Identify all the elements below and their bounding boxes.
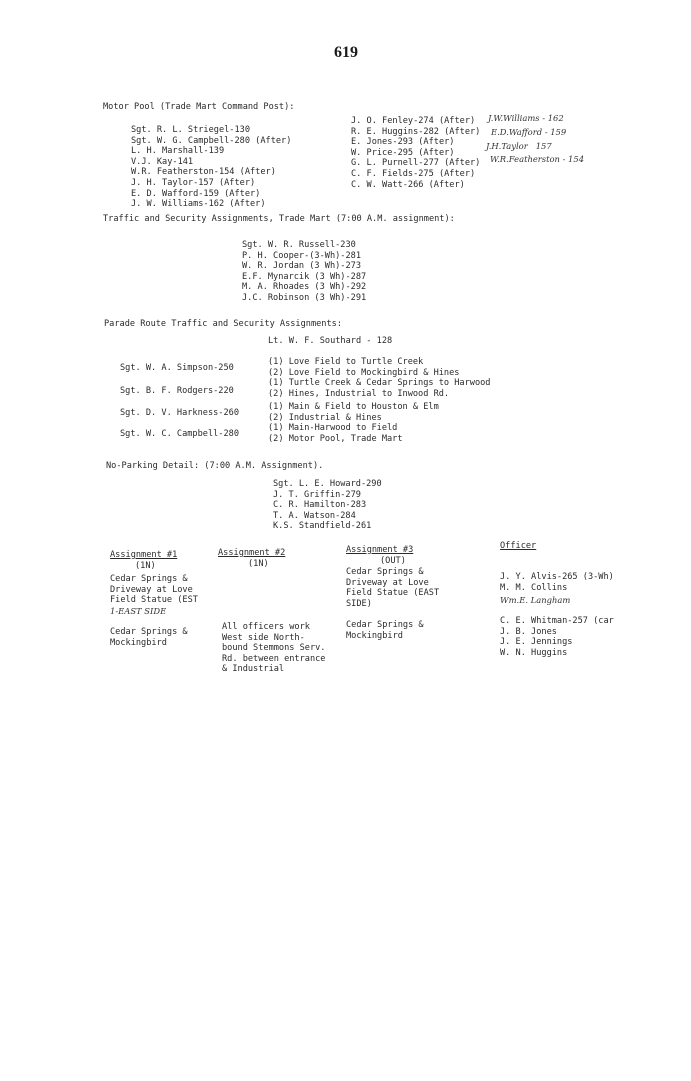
text-line: Field Statue (EAST: [346, 588, 440, 599]
list-item: E. D. Wafford-159 (After): [131, 188, 261, 199]
no-parking-heading: No-Parking Detail: (7:00 A.M. Assignment).: [106, 461, 324, 471]
list-item: M. A. Rhoades (3 Wh)-292: [242, 282, 367, 293]
traffic-security-list: [242, 240, 366, 304]
text-line: C. E. Whitman-257 (car: [500, 616, 614, 626]
list-item: Sgt. R. L. Striegel-130: [131, 125, 250, 135]
text-line: Cedar Springs &: [110, 574, 188, 584]
text-line: Rd. between entrance: [222, 653, 326, 664]
parade-route-lines: [268, 357, 459, 378]
motor-pool-heading: Motor Pool (Trade Mart Command Post):: [103, 102, 295, 112]
assignment-1-lines-2: [110, 627, 188, 648]
text-line: West side North-: [222, 632, 305, 643]
list-item: J. H. Taylor-157 (After): [131, 177, 256, 188]
assignment-1-title: Assignment #1: [110, 550, 178, 560]
assignment-2-title: Assignment #2: [218, 548, 286, 558]
officer-lines: [500, 572, 614, 593]
route-line: (1) Turtle Creek & Cedar Springs to Harwood: [268, 378, 491, 388]
text-line: J. Y. Alvis-265 (3-Wh): [500, 572, 614, 582]
page-number: 619: [334, 44, 358, 61]
handwritten-note: 1-EAST SIDE: [110, 606, 167, 616]
assignment-3-lines-2: [346, 620, 424, 641]
list-item: R. E. Huggins-282 (After): [351, 126, 481, 137]
list-item: J.C. Robinson (3 Wh)-291: [242, 292, 367, 303]
route-line: (2) Motor Pool, Trade Mart: [268, 433, 403, 444]
assignment-2-sub: (1N): [248, 559, 269, 569]
parade-route-heading: Parade Route Traffic and Security Assignments:: [104, 319, 342, 329]
parade-sgt: Sgt. W. A. Simpson-250: [120, 363, 234, 373]
motor-pool-left-list: [131, 125, 291, 210]
list-item: P. H. Cooper-(3-Wh)-281: [242, 250, 361, 261]
parade-sgt: Sgt. B. F. Rodgers-220: [120, 386, 234, 396]
list-item: C. F. Fields-275 (After): [351, 168, 476, 179]
list-item: Sgt. L. E. Howard-290: [273, 479, 382, 489]
text-line: Driveway at Love: [110, 584, 193, 595]
list-item: J. W. Williams-162 (After): [131, 199, 266, 210]
list-item: W. R. Jordan (3 Wh)-273: [242, 261, 361, 272]
list-item: L. H. Marshall-139: [131, 146, 225, 157]
route-line: (2) Love Field to Mockingbird & Hines: [268, 367, 460, 378]
handwritten-note: W.R.Featherston - 154: [490, 154, 585, 164]
motor-pool-right-list: [351, 116, 480, 190]
parade-sgt: Sgt. W. C. Campbell-280: [120, 429, 239, 439]
parade-sgt: Sgt. D. V. Harkness-260: [120, 408, 239, 418]
text-line: Mockingbird: [346, 630, 403, 641]
assignment-1-sub: (1N): [135, 561, 156, 571]
text-line: bound Stemmons Serv.: [222, 643, 326, 654]
parade-route-lines: [268, 402, 439, 423]
route-line: (1) Love Field to Turtle Creek: [268, 357, 424, 367]
assignment-3-title: Assignment #3: [346, 545, 414, 555]
text-line: Cedar Springs &: [346, 620, 424, 630]
list-item: Sgt. W. G. Campbell-280 (After): [131, 135, 292, 146]
text-line: SIDE): [346, 598, 372, 609]
list-item: T. A. Watson-284: [273, 510, 356, 521]
list-item: E.F. Mynarcik (3 Wh)-287: [242, 271, 367, 282]
text-line: Cedar Springs &: [346, 567, 424, 577]
text-line: W. N. Huggins: [500, 647, 568, 658]
parade-route-lines: [268, 378, 490, 399]
list-item: J. O. Fenley-274 (After): [351, 116, 476, 126]
handwritten-note: Wm.E. Langham: [500, 595, 571, 605]
assignment-3-sub: (OUT): [380, 556, 406, 566]
route-line: (1) Main & Field to Houston & Elm: [268, 402, 439, 412]
traffic-security-heading: Traffic and Security Assignments, Trade Mart (7:00 A.M. assignment):: [103, 214, 455, 224]
list-item: J. T. Griffin-279: [273, 489, 361, 500]
route-line: (2) Industrial & Hines: [268, 412, 382, 423]
text-line: M. M. Collins: [500, 582, 568, 593]
text-line: Cedar Springs &: [110, 627, 188, 637]
list-item: E. Jones-293 (After): [351, 137, 455, 148]
text-line: Field Statue (EST: [110, 595, 198, 606]
text-line: J. B. Jones: [500, 626, 557, 637]
list-item: V.J. Kay-141: [131, 156, 194, 167]
list-item: K.S. Standfield-261: [273, 521, 372, 532]
assignment-3-lines: [346, 567, 439, 609]
handwritten-note: E.D.Wafford - 159: [491, 127, 567, 137]
parade-route-officer: Lt. W. F. Southard - 128: [268, 336, 393, 346]
text-line: Mockingbird: [110, 637, 167, 648]
text-line: All officers work: [222, 622, 310, 632]
list-item: G. L. Purnell-277 (After): [351, 158, 481, 169]
parade-route-lines: [268, 423, 403, 444]
route-line: (1) Main-Harwood to Field: [268, 423, 398, 433]
list-item: W. Price-295 (After): [351, 147, 455, 158]
list-item: C. R. Hamilton-283: [273, 500, 367, 511]
route-line: (2) Hines, Industrial to Inwood Rd.: [268, 388, 450, 399]
handwritten-note: J.H.Taylor 157: [486, 141, 552, 151]
no-parking-list: [273, 479, 382, 532]
officer-lines-2: [500, 616, 614, 658]
text-line: & Industrial: [222, 664, 285, 675]
assignment-2-lines: [222, 622, 325, 675]
text-line: J. E. Jennings: [500, 637, 573, 648]
handwritten-note: J.W.Williams - 162: [488, 113, 564, 123]
list-item: C. W. Watt-266 (After): [351, 179, 465, 190]
list-item: W.R. Featherston-154 (After): [131, 167, 276, 178]
officer-title: Officer: [500, 541, 537, 551]
text-line: Driveway at Love: [346, 577, 429, 588]
assignment-1-lines: [110, 574, 198, 606]
list-item: Sgt. W. R. Russell-230: [242, 240, 356, 250]
